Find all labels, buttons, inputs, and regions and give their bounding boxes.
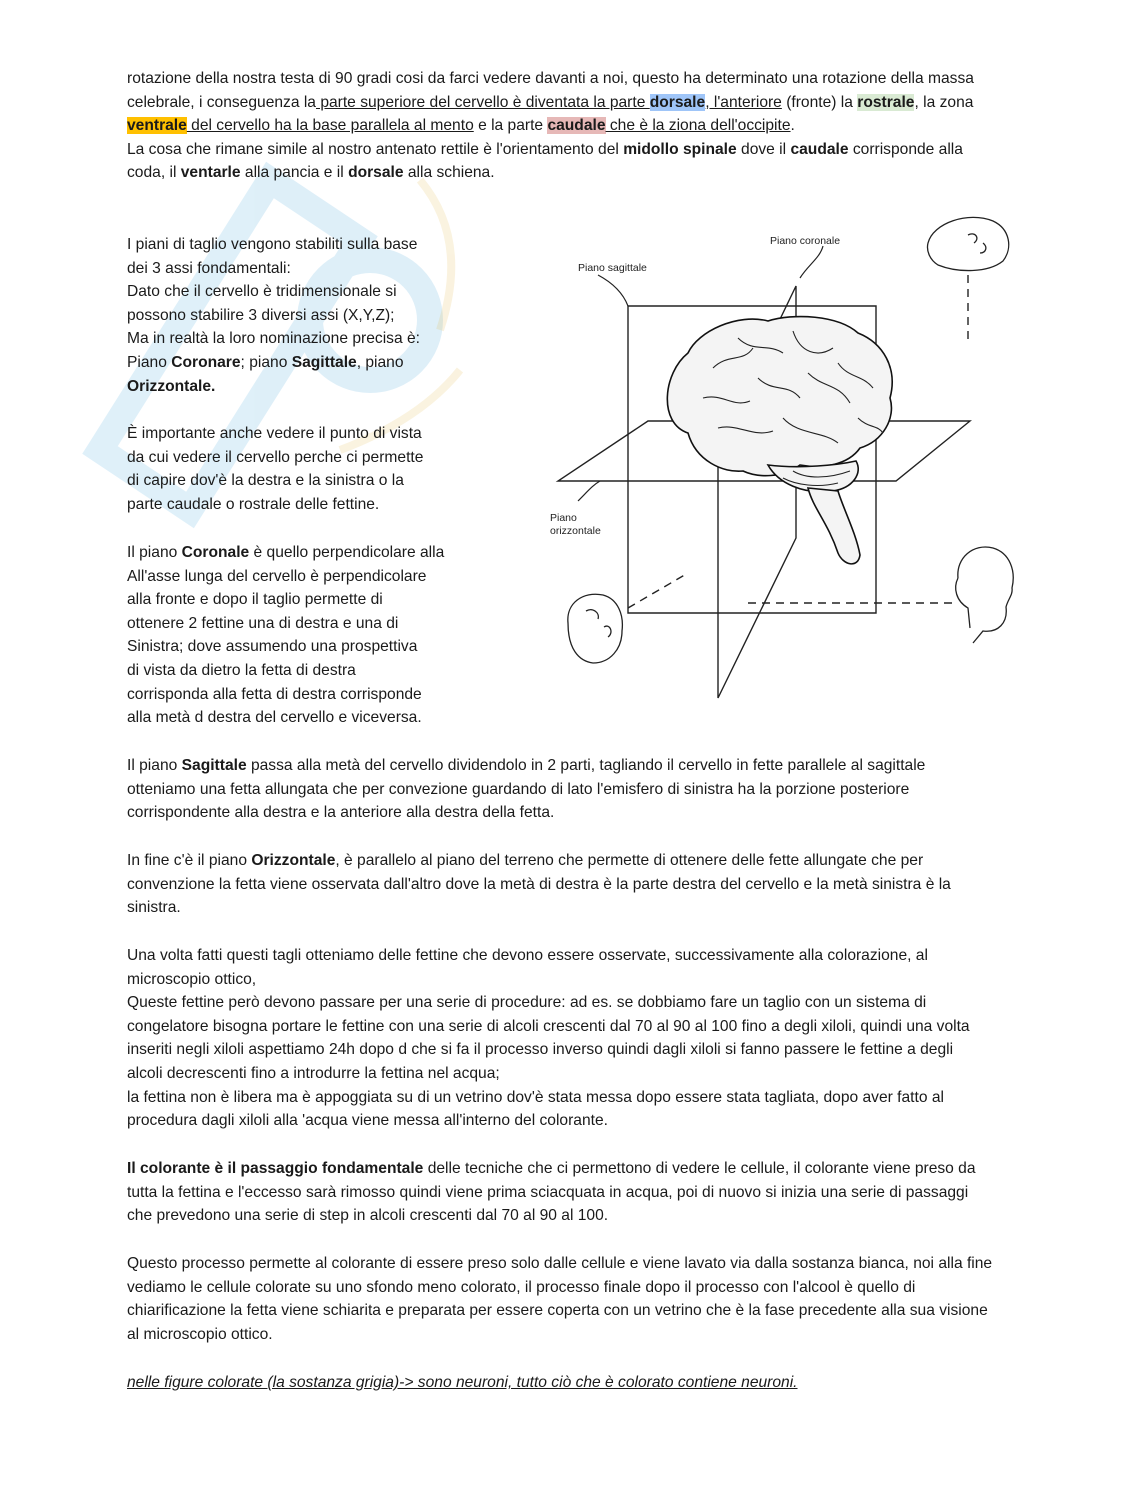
highlight-ventrale: ventrale [127, 117, 187, 135]
colorante-paragraph: Il colorante è il passaggio fondamentale delle tecniche che ci permettono di vedere le cellule, il colorante viene preso da tutta la fettina e l'eccesso sarà rimosso quindi viene prima sciacquata in acqua, poi di nuovo si inizia una serie di passaggi che prevedono una serie di step in alcoli crescenti dal 70 al 90 al 100. [127, 1160, 976, 1225]
note-paragraph: nelle figure colorate (la sostanza grigia)-> sono neuroni, tutto ciò che è colorato contiene neuroni. [127, 1374, 798, 1391]
processo-paragraph: Questo processo permette al colorante di essere preso solo dalle cellule e viene lavato via dalla sostanza bianca, noi alla fine vediamo le cellule colorate su uno sfondo meno colorato, il processo finale dopo il processo con l'alcool è quello di chiarificazione la fetta viene schiarita e preparata per essere coperta con un vetrino che è la fase precedente alla sua visione al microscopio ottico. [127, 1255, 993, 1343]
punto-di-vista-paragraph: È importante anche vedere il punto di vista da cui vedere il cervello perche ci permette di capire dov'è la destra e la sinistra o la parte caudale o rostrale delle fettine. [127, 425, 424, 513]
label-piano-orizzontale-1: Piano [550, 512, 577, 524]
head-profile-view-icon [956, 547, 1014, 643]
highlight-rostrale: rostrale [857, 93, 915, 111]
label-piano-sagittale: Piano sagittale [578, 262, 647, 274]
label-piano-coronale: Piano coronale [770, 235, 841, 247]
label-piano-orizzontale-2: orizzontale [550, 525, 601, 537]
procedura-paragraph: Una volta fatti questi tagli otteniamo delle fettine che devono essere osservate, successivamente alla colorazione, al microscopio ottico, Queste fettine però devono passare per una serie di procedure: ad es. se dobbiamo fare un taglio con un sistema di congelatore bisogna portare le fettine con una serie di alcoli crescenti dal 70 al 90 al 100 fino a degli xiloli, quindi una volta inseriti negli xiloli aspettiamo 24h dopo d che si fa il processo inverso quindi dagli xiloli si fanno passere le fettine a degli alcoli decrescenti fino a introdurre la fettina nel acqua; la fettina non è libera ma è appoggiata su di un vetrino dov'è stata messa dopo essere stata tagliata, dopo aver fatto al procedura dagli xiloli alla 'acqua viene messa all'interno del colorante. [127, 947, 970, 1130]
head-top-view-icon [927, 217, 1008, 270]
intro-paragraph: rotazione della nostra testa di 90 gradi cosi da farci vedere davanti a noi, questo ha determinato una rotazione della massa celebrale, i conseguenza la parte superiore del cervello è diventata la parte dorsale, l'anteriore (fronte) la rostrale, la zona ventrale del cervello ha la base parallela al mento e la parte caudale che è la ziona dell'occipite. La cosa che rimane simile al nostro antenato rettile è l'orientamento del midollo spinale dove il caudale corrisponde alla coda, il ventarle alla pancia e il dorsale alla schiena. [127, 70, 974, 182]
head-back-view-icon [568, 594, 623, 663]
sagittale-paragraph: Il piano Sagittale passa alla metà del cervello dividendolo in 2 parti, tagliando il cervello in fette parallele al sagittale otteniamo una fetta allungata che per convezione guardando di lato l'emisfero di sinistra ha la porzione posteriore corrispondente alla destra e la anteriore alla destra della fetta. [127, 757, 926, 822]
highlight-caudale: caudale [547, 117, 606, 135]
piani-taglio-paragraph: I piani di taglio vengono stabiliti sulla base dei 3 assi fondamentali: Dato che il cervello è tridimensionale si possono stabilire 3 diversi assi (X,Y,Z); Ma in realtà la loro nominazione precisa è: Piano Coronare; piano Sagittale, piano Orizzontale. [127, 236, 420, 395]
orizzontale-paragraph: In fine c'è il piano Orizzontale, è parallelo al piano del terreno che permette di ottenere delle fette allungate che per convenzione la fetta viene osservata dall'altro dove la metà di destra è la parte destra del cervello e la metà sinistra è la sinistra. [127, 852, 951, 917]
brain-icon [667, 317, 892, 564]
coronale-paragraph: Il piano Coronale è quello perpendicolare alla All'asse lunga del cervello è perpendicolare alla fronte e dopo il taglio permette di ottenere 2 fettine una di destra e una di Sinistra; dove assumendo una prospettiva di vista da dietro la fetta di destra corrisponda alla fetta di destra corrisponde alla metà d destra del cervello e viceversa. [127, 544, 445, 727]
highlight-dorsale: dorsale [649, 93, 706, 111]
brain-planes-figure [538, 203, 1038, 703]
